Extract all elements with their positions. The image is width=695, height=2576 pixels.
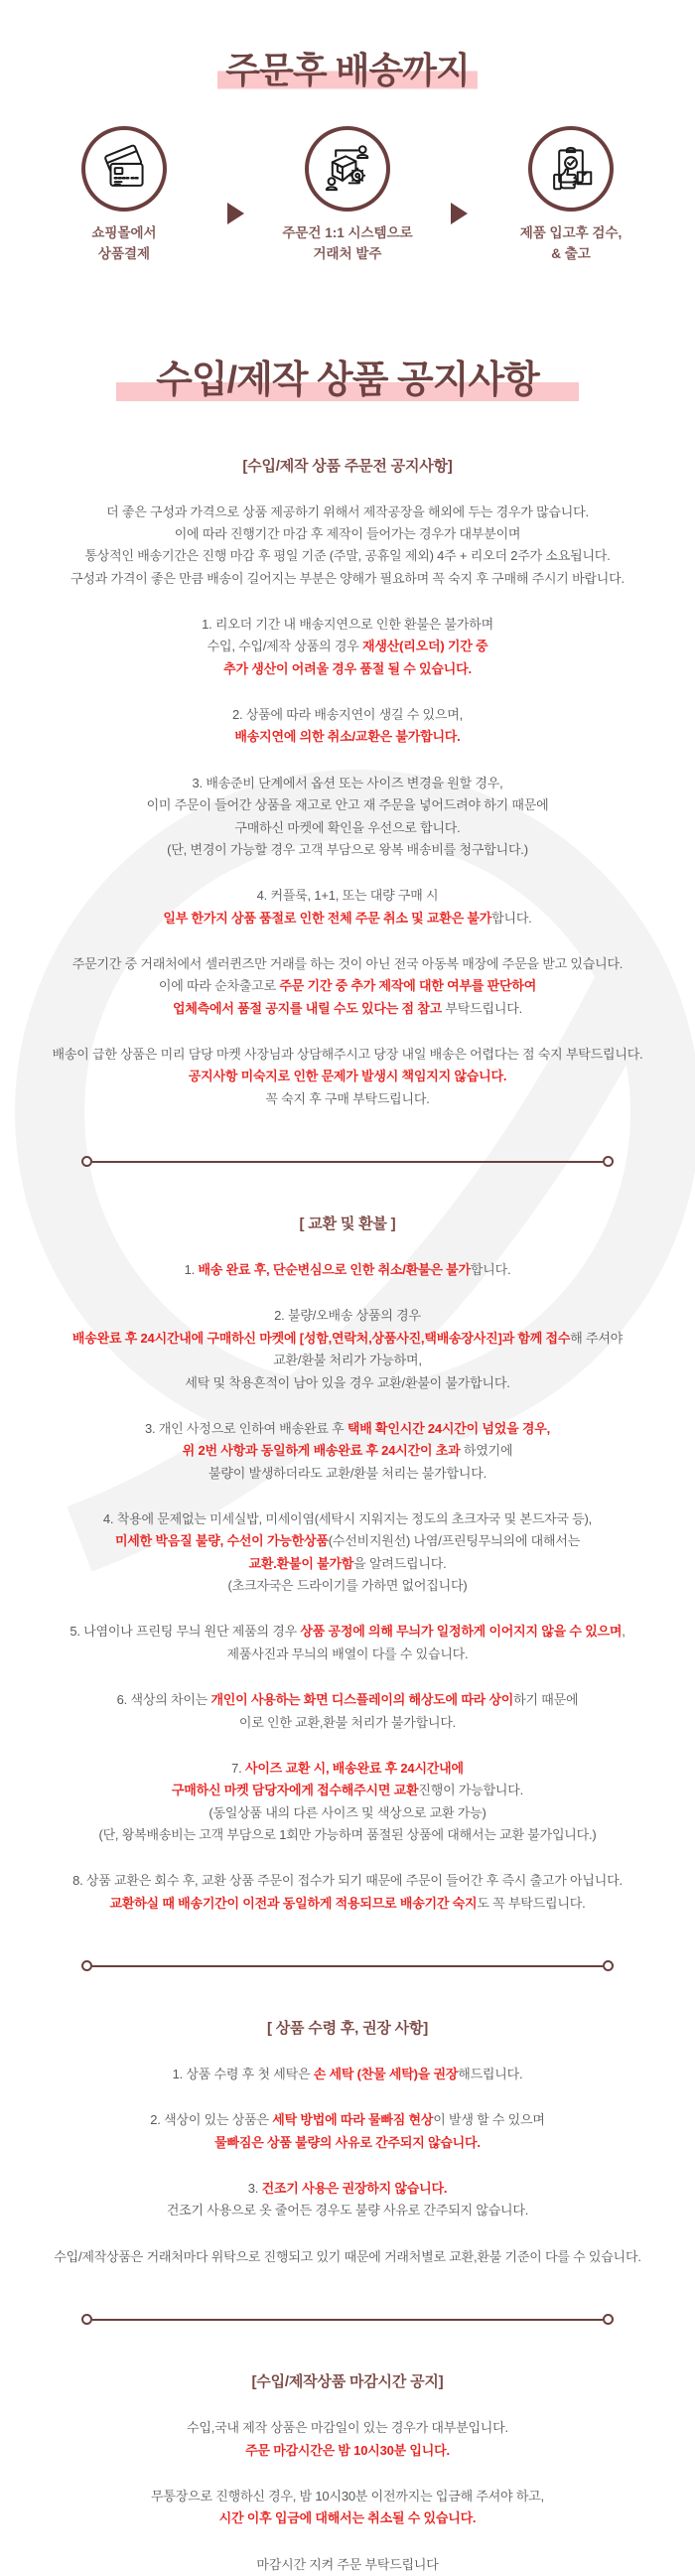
text-block [0, 1689, 695, 1734]
text-line [0, 1530, 695, 1552]
text-line [0, 2064, 695, 2085]
plain-text: 교환/환불 처리가 가능하며, [273, 1353, 422, 1368]
plain-text: 부탁드립니다. [442, 1000, 523, 1016]
divider-end-circle [81, 1960, 92, 1971]
plain-text: 을 알려드립니다. [353, 1555, 447, 1571]
plain-text: 2. 색상이 있는 상품은 [150, 2112, 273, 2128]
text-block [0, 953, 695, 1020]
section-heading: [수입/제작 상품 주문전 공지사항] [242, 457, 453, 475]
notice-sections [0, 455, 695, 2576]
plain-text: (초크자국은 드라이기를 가하면 없어집니다) [227, 1578, 468, 1594]
plain-text: 주문기간 중 거래처에서 셀러퀸즈만 거래를 하는 것이 아닌 전국 아동복 매장에 주문을 받고 있습니다. [71, 955, 624, 971]
plain-text: 3. 배송준비 단계에서 옵션 또는 사이즈 변경을 원할 경우, [192, 775, 503, 790]
inspection-shipping-icon [544, 142, 598, 196]
plain-text: 5. 나염이나 프린팅 무늬 원단 제품의 경우 [70, 1624, 301, 1640]
plain-text: 3. [247, 2181, 262, 2197]
section-heading: [수입/제작상품 마감시간 공지] [251, 2373, 444, 2391]
text-line [0, 1418, 695, 1440]
plain-text: (수선비지원선) 나염/프린팅무늬의에 대해서는 [328, 1533, 581, 1549]
plain-text: 세탁 및 착용흔적이 남아 있을 경우 교환/환불이 불가합니다. [185, 1374, 510, 1390]
emphasis-text: 배송 완료 후, 단순변심으로 인한 취소/환불은 불가 [198, 1262, 471, 1278]
emphasis-text: 배송완료 후 24시간내에 구매하신 마켓에 [성함,연락처,상품사진,택배송장사진]과 함께 접수 [71, 1330, 571, 1346]
plain-text: 이 발생 할 수 있으며 [433, 2112, 545, 2128]
text-line [0, 636, 695, 657]
plain-text: , [622, 1624, 626, 1640]
text-line [0, 1893, 695, 1915]
text-block [0, 1418, 695, 1485]
text-block [0, 2554, 695, 2576]
text-line [0, 523, 695, 545]
text-block [0, 614, 695, 680]
text-line [0, 2246, 695, 2268]
step-label [520, 223, 623, 264]
text-line [0, 1044, 695, 1066]
plain-text: 2. 불량/오배송 상품의 경우 [274, 1308, 421, 1324]
text-line [0, 545, 695, 567]
text-block [0, 1305, 695, 1393]
page-title: 주문후 배송까지 [217, 50, 477, 90]
text-line [0, 1088, 695, 1110]
divider-end-circle [603, 2314, 614, 2325]
emphasis-text: 재생산(리오더) 기간 중 [362, 639, 488, 654]
divider-end-circle [603, 1156, 614, 1167]
text-line [0, 2440, 695, 2462]
text-block [0, 501, 695, 590]
emphasis-text: 업체측에서 품절 공지를 내릴 수도 있다는 점 참고 [172, 1000, 443, 1016]
text-block [0, 2109, 695, 2154]
text-line [0, 2507, 695, 2529]
plain-text: 수입, 수입/제작 상품의 경우 [207, 639, 363, 654]
text-line [0, 817, 695, 839]
step-label [91, 223, 156, 264]
section-heading: [ 상품 수령 후, 권장 사항] [266, 2020, 428, 2038]
plain-text: 이로 인한 교환,환불 처리가 불가합니다. [238, 1714, 457, 1730]
text-line [0, 773, 695, 794]
step-label-line1: 쇼핑몰에서 [91, 225, 157, 241]
text-line [0, 658, 695, 680]
text-line [0, 1372, 695, 1394]
step-circle [528, 126, 614, 212]
plain-text: 합니다. [491, 910, 532, 926]
emphasis-text: 물빠짐은 상품 불량의 사유로 간주되지 않습니다. [214, 2134, 481, 2150]
credit-card-icon [97, 142, 151, 196]
emphasis-text: 주문 기간 중 추가 제작에 대한 여부를 판단하여 [279, 978, 537, 994]
emphasis-text: 공지사항 미숙지로 인한 문제가 발생시 책임지지 않습니다. [188, 1069, 507, 1084]
step-label-line2: & 출고 [551, 245, 591, 261]
emphasis-text: 배송지연에 의한 취소/교환은 불가합니다. [234, 729, 461, 745]
divider-end-circle [81, 2314, 92, 2325]
emphasis-text: 사이즈 교환 시, 배송완료 후 24시간내에 [244, 1760, 464, 1776]
plain-text: 1. 상품 수령 후 첫 세탁은 [172, 2067, 314, 2082]
text-line [0, 1575, 695, 1597]
text-block [0, 1758, 695, 1846]
plain-text: 이에 따라 순차출고로 [158, 978, 280, 994]
plain-text: 8. 상품 교환은 회수 후, 교환 상품 주문이 접수가 되기 때문에 주문이 들어간 후 즉시 출고가 아닙니다. [72, 1873, 623, 1889]
step-label [282, 223, 412, 264]
text-line [0, 568, 695, 590]
text-block [0, 1259, 695, 1281]
emphasis-text: 건조기 사용은 권장하지 않습니다. [261, 2181, 448, 2197]
section-divider [81, 1156, 614, 1167]
plain-text: (단, 왕복배송비는 고객 부담으로 1회만 가능하며 품절된 상품에 대해서는 교환 불가입니다.) [98, 1826, 597, 1842]
plain-text: 도 꼭 부탁드립니다. [477, 1895, 586, 1911]
plain-text: 배송이 급한 상품은 미리 담당 마켓 사장님과 상담해주시고 당장 내일 배송은 어렵다는 점 숙지 부탁드립니다. [52, 1047, 643, 1063]
step-circle [305, 126, 390, 212]
plain-text: 3. 개인 사정으로 인하여 배송완료 후 [144, 1420, 348, 1436]
text-line [0, 1758, 695, 1780]
text-line [0, 1508, 695, 1530]
text-line [0, 1644, 695, 1665]
text-block [0, 704, 695, 749]
text-line [0, 1689, 695, 1711]
emphasis-text: 일부 한가지 상품 품절로 인한 전체 주문 취소 및 교환은 불가 [163, 910, 492, 926]
text-line [0, 2417, 695, 2439]
emphasis-text: 구매하신 마켓 담당자에게 접수해주시면 교환 [171, 1783, 419, 1798]
text-line [0, 704, 695, 726]
text-line [0, 953, 695, 975]
text-line [0, 726, 695, 748]
text-line [0, 1463, 695, 1485]
step-label-line1: 주문건 1:1 시스템으로 [282, 225, 413, 241]
step-label-line1: 제품 입고후 검수, [519, 225, 623, 241]
text-line [0, 839, 695, 861]
divider-end-circle [603, 1960, 614, 1971]
order-process-steps [0, 126, 695, 264]
text-line [0, 1305, 695, 1327]
plain-text: 이에 따라 진행기간 마감 후 제작이 들어가는 경우가 대부분이며 [174, 525, 521, 541]
step-label-line2: 상품결제 [97, 245, 151, 261]
notice-title-wrap [0, 359, 695, 403]
plain-text: 하기 때문에 [513, 1692, 579, 1708]
text-line [0, 2132, 695, 2154]
emphasis-text: 손 세탁 (찬물 세탁)을 권장 [313, 2067, 459, 2082]
text-line [0, 1440, 695, 1462]
text-line [0, 2200, 695, 2221]
text-line [0, 1621, 695, 1643]
plain-text: (동일상품 내의 다른 사이즈 및 색상으로 교환 가능) [208, 1804, 486, 1820]
plain-text: 해드립니다. [458, 2067, 523, 2082]
process-step-ordering [262, 126, 433, 264]
plain-text: 해 주셔야 [570, 1330, 624, 1346]
plain-text: 수입,국내 제작 상품은 마감일이 있는 경우가 대부분입니다. [187, 2420, 508, 2436]
plain-text: 4. 커플룩, 1+1, 또는 대량 구매 시 [256, 888, 439, 904]
text-line [0, 2554, 695, 2576]
arrow-right-icon [227, 203, 244, 224]
plain-text: 1. [184, 1262, 199, 1278]
notice-section [0, 2017, 695, 2268]
emphasis-text: 교환하실 때 배송기간이 이전과 동일하게 적용되므로 배송기간 숙지 [109, 1895, 478, 1911]
text-line [0, 1350, 695, 1371]
text-line [0, 1870, 695, 1892]
plain-text: 건조기 사용으로 옷 줄어든 경우도 불량 사유로 간주되지 않습니다. [166, 2203, 529, 2218]
divider-line [92, 1965, 603, 1967]
plain-text: 6. 색상의 차이는 [116, 1692, 211, 1708]
plain-text: 구매하신 마켓에 확인을 우선으로 합니다. [234, 819, 461, 835]
plain-text: 2. 상품에 따라 배송지연이 생길 수 있으며, [231, 707, 464, 723]
emphasis-text: 개인이 사용하는 화면 디스플레이의 해상도에 따라 상이 [210, 1692, 514, 1708]
plain-text: 더 좋은 구성과 가격으로 상품 제공하기 위해서 제작공장을 해외에 두는 경우가 많습니다. [106, 503, 589, 519]
text-line [0, 1712, 695, 1734]
notice-section [0, 1213, 695, 1915]
notice-section [0, 2370, 695, 2576]
divider-end-circle [81, 1156, 92, 1167]
text-line [0, 2486, 695, 2507]
order-system-icon [321, 142, 374, 196]
text-block [0, 885, 695, 930]
plain-text: 불량이 발생하더라도 교환/환불 처리는 불가합니다. [208, 1465, 486, 1481]
plain-text: 무통장으로 진행하신 경우, 밤 10시30분 이전까지는 입금해 주셔야 하고, [151, 2488, 544, 2504]
notice-section [0, 455, 695, 1111]
emphasis-text: 상품 공정에 의해 무늬가 일정하게 이어지지 않을 수 있으며 [300, 1624, 623, 1640]
text-line [0, 614, 695, 636]
step-label-line2: 거래처 발주 [313, 245, 382, 261]
plain-text: 1. 리오더 기간 내 배송지연으로 인한 환불은 불가하며 [202, 617, 493, 633]
emphasis-text: 추가 생산이 어려울 경우 품절 될 수 있습니다. [223, 660, 472, 676]
main-title-wrap [0, 0, 695, 90]
text-line [0, 1780, 695, 1801]
text-block [0, 1044, 695, 1110]
text-block [0, 1508, 695, 1597]
plain-text: 합니다. [470, 1262, 511, 1278]
divider-line [92, 1161, 603, 1163]
text-line [0, 1259, 695, 1281]
plain-text: 꼭 숙지 후 구매 부탁드립니다. [265, 1090, 430, 1106]
plain-text: 수입/제작상품은 거래처마다 위탁으로 진행되고 있기 때문에 거래처별로 교환,환불 기준이 다를 수 있습니다. [54, 2248, 641, 2264]
plain-text: 제품사진과 무늬의 배열이 다를 수 있습니다. [226, 1646, 469, 1661]
text-line [0, 975, 695, 997]
text-block [0, 1621, 695, 1665]
emphasis-text: 위 2번 사항과 동일하게 배송완료 후 24시간이 초과 [182, 1443, 461, 1459]
plain-text: 마감시간 지켜 주문 부탁드립니다 [256, 2556, 439, 2572]
text-line [0, 1802, 695, 1824]
text-line [0, 794, 695, 816]
arrow-right-icon [451, 203, 468, 224]
text-line [0, 908, 695, 930]
process-step-payment [39, 126, 209, 264]
text-line [0, 1553, 695, 1575]
text-line [0, 501, 695, 523]
notice-title: 수입/제작 상품 공지사항 [116, 359, 579, 403]
section-divider [81, 2314, 614, 2325]
text-block [0, 2178, 695, 2222]
emphasis-text: 미세한 박음질 불량, 수선이 가능한상품 [114, 1533, 329, 1549]
text-line [0, 1824, 695, 1846]
plain-text: 이미 주문이 들어간 상품을 재고로 안고 재 주문을 넣어드려야 하기 때문에 [146, 797, 549, 813]
plain-text: 하였기에 [460, 1443, 513, 1459]
emphasis-text: 교환.환불이 불가함 [248, 1555, 354, 1571]
plain-text: 4. 착용에 문제없는 미세실밥, 미세이염(세탁시 지워지는 정도의 초크자국 및 본드자국 등), [102, 1511, 593, 1526]
section-divider [81, 1960, 614, 1971]
section-heading: [ 교환 및 환불 ] [299, 1216, 396, 1233]
emphasis-text: 시간 이후 입금에 대해서는 취소될 수 있습니다. [218, 2510, 477, 2526]
text-block [0, 2486, 695, 2530]
text-block [0, 2064, 695, 2085]
plain-text: (단, 변경이 가능할 경우 고객 부담으로 왕복 배송비를 청구합니다.) [167, 841, 528, 857]
text-block [0, 773, 695, 861]
text-line [0, 998, 695, 1020]
plain-text: 통상적인 배송기간은 진행 마감 후 평일 기준 (주말, 공휴일 제외) 4주 + 리오더 2주가 소요됩니다. [84, 548, 611, 564]
plain-text: 7. [231, 1760, 245, 1776]
text-line [0, 2109, 695, 2131]
text-block [0, 1870, 695, 1915]
text-block [0, 2246, 695, 2268]
text-line [0, 1328, 695, 1350]
divider-line [92, 2319, 603, 2321]
step-circle [81, 126, 167, 212]
emphasis-text: 주문 마감시간은 밤 10시30분 입니다. [245, 2442, 450, 2458]
process-step-inspection [486, 126, 656, 264]
emphasis-text: 택배 확인시간 24시간이 넘었을 경우, [347, 1420, 551, 1436]
text-line [0, 1066, 695, 1087]
plain-text: 구성과 가격이 좋은 만큼 배송이 길어지는 부분은 양해가 필요하며 꼭 숙지 후 구매해 주시기 바랍니다. [70, 570, 625, 586]
plain-text: 진행이 가능합니다. [418, 1783, 524, 1798]
emphasis-text: 세탁 방법에 따라 물빠짐 현상 [272, 2112, 434, 2128]
text-line [0, 885, 695, 907]
text-line [0, 2178, 695, 2200]
text-block [0, 2417, 695, 2462]
